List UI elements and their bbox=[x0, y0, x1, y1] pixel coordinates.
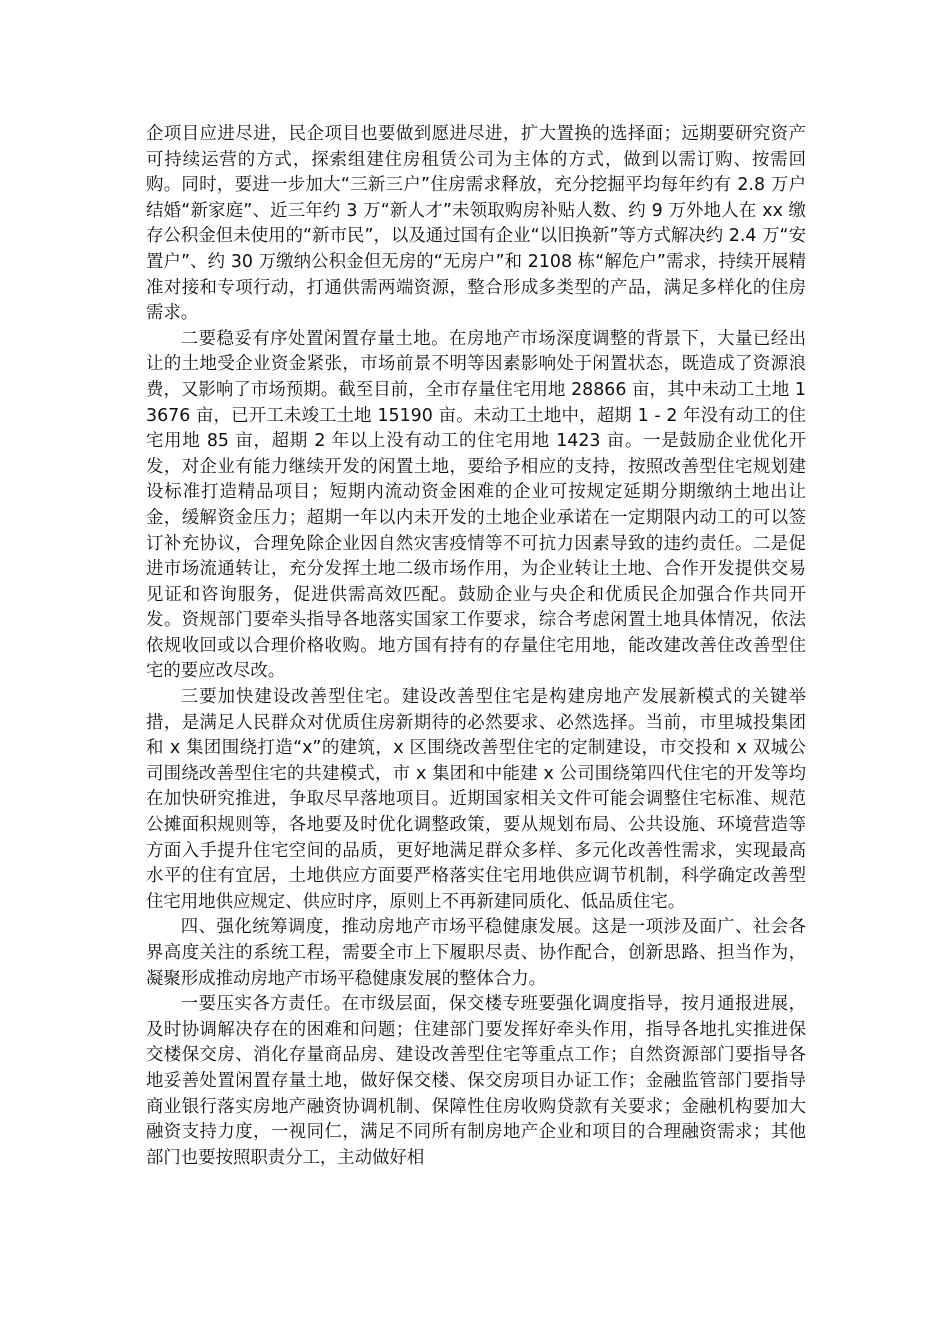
paragraph-5: 一要压实各方责任。在市级层面，保交楼专班要强化调度指导，按月通报进展，及时协调解决存在的困难和问题；住建部门要发挥好牵头作用，指导各地扎实推进保交楼保交房、消化存量商品房、建设改善型住宅等重点工作；自然资源部门要指导各地妥善处置闲置存量土地，做好保交楼、保交房项目办证工作；金融监管部门要指导商业银行落实房地产融资协调机制、保障性住房收购贷款有关要求；金融机构要加大融资支持力度，一视同仁，满足不同所有制房地产企业和项目的合理融资需求；其他部门也要按照职责分工，主动做好相 bbox=[146, 994, 806, 1168]
paragraph-3: 三要加快建设改善型住宅。建设改善型住宅是构建房地产发展新模式的关键举措，是满足人民群众对优质住房新期待的必然要求、必然选择。当前，市里城投集团和 x 集团围绕打造“x”的建筑，x 区围绕改善型住宅的定制建设，市交投和 x 双城公司围绕改善型住宅的共建模式，市 x 集团和中能建 x 公司围绕第四代住宅的开发等均在加快研究推进，争取尽早落地项目。近期国家相关文件可能会调整住宅标准、规范公摊面积规则等，各地要及时优化调整政策，要从规划布局、公共设施、环境营造等方面入手提升住宅空间的品质，更好地满足群众多样、多元化改善性需求，实现最高水平的住有宜居，土地供应方面要严格落实住宅用地供应调节机制，科学确定改善型住宅用地供应规定、供应时序，原则上不再新建同质化、低品质住宅。 bbox=[146, 687, 806, 912]
document-page bbox=[146, 122, 806, 1171]
paragraph-4: 四、强化统筹调度，推动房地产市场平稳健康发展。这是一项涉及面广、社会各界高度关注的系统工程，需要全市上下履职尽责、协作配合，创新思路、担当作为，凝聚形成推动房地产市场平稳健康发展的整体合力。 bbox=[146, 917, 806, 989]
paragraph-2: 二要稳妥有序处置闲置存量土地。在房地产市场深度调整的背景下，大量已经出让的土地受企业资金紧张，市场前景不明等因素影响处于闲置状态，既造成了资源浪费，又影响了市场预期。截至目前，全市存量住宅用地 28866 亩，其中未动工土地 13676 亩，已开工未竣工土地 15190 亩。未动工土地中，超期 1 - 2 年没有动工的住宅用地 85 亩，超期 2 年以上没有动工的住宅用地 1423 亩。一是鼓励企业优化开发，对企业有能力继续开发的闲置土地，要给予相应的支持，按照改善型住宅规划建设标准打造精品项目；短期内流动资金困难的企业可按规定延期分期缴纳土地出让金，缓解资金压力；超期一年以内未开发的土地企业承诺在一定期限内动工的可以签订补充协议，合理免除企业因自然灾害疫情等不可抗力因素导致的违约责任。二是促进市场流通转让，充分发挥土地二级市场作用，为企业转让土地、合作开发提供交易见证和咨询服务，促进供需高效匹配。鼓励企业与央企和优质民企加强合作共同开发。资规部门要牵头指导各地落实国家工作要求，综合考虑闲置土地具体情况，依法依规收回或以合理价格收购。地方国有持有的存量住宅用地，能改建改善住改善型住宅的要应改尽改。 bbox=[146, 328, 806, 682]
paragraph-1: 企项目应进尽进，民企项目也要做到愿进尽进，扩大置换的选择面；远期要研究资产可持续运营的方式，探索组建住房租赁公司为主体的方式，做到以需订购、按需回购。同时，要进一步加大“三新三户”住房需求释放，充分挖掘平均每年约有 2.8 万户结婚“新家庭”、近三年约 3 万“新人才”未领取购房补贴人数、约 9 万外地人在 xx 缴存公积金但未使用的“新市民”，以及通过国有企业“以旧换新”等方式解决约 2.4 万“安置户”、约 30 万缴纳公积金但无房的“无房户”和 2108 栋“解危户”需求，持续开展精准对接和专项行动，打通供需两端资源，整合形成多类型的产品，满足多样化的住房需求。 bbox=[146, 124, 806, 324]
